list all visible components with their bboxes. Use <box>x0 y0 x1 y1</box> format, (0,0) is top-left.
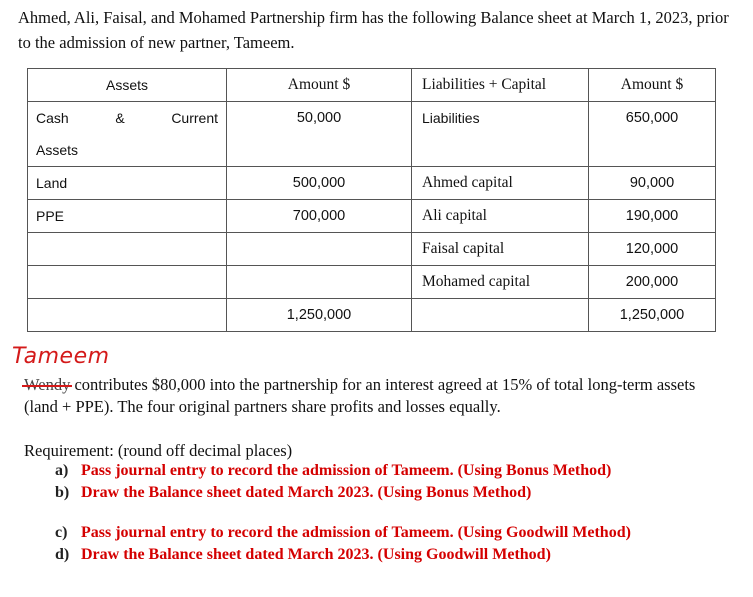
amount-cell: 650,000 <box>589 102 716 167</box>
liability-cell: Faisal capital <box>412 233 589 266</box>
balance-sheet-table <box>27 68 716 332</box>
liability-cell: Ali capital <box>412 200 589 233</box>
asset-cell <box>28 299 227 332</box>
table-total-row <box>28 299 716 332</box>
requirement-list-goodwill <box>55 522 735 566</box>
amount-cell <box>227 233 412 266</box>
table-row <box>28 266 716 299</box>
amount-cell: 190,000 <box>589 200 716 233</box>
amount-cell: 200,000 <box>589 266 716 299</box>
liability-cell: Ahmed capital <box>412 167 589 200</box>
liability-cell <box>412 299 589 332</box>
asset-word: Assets <box>36 142 79 158</box>
asset-cell: PPE <box>28 200 227 233</box>
requirement-heading: Requirement: (round off decimal places) <box>24 441 293 460</box>
asset-cell: Land <box>28 167 227 200</box>
table-row <box>28 102 716 167</box>
list-item <box>55 482 735 504</box>
asset-cell <box>28 266 227 299</box>
amount-cell: 90,000 <box>589 167 716 200</box>
table-row <box>28 167 716 200</box>
liability-cell: Mohamed capital <box>412 266 589 299</box>
asset-word: & <box>115 110 125 126</box>
liability-cell: Liabilities <box>412 102 589 167</box>
total-assets-amount: 1,250,000 <box>227 299 412 332</box>
total-liabilities-amount: 1,250,000 <box>589 299 716 332</box>
table-row <box>28 233 716 266</box>
item-label: c) <box>55 524 68 541</box>
item-text: Pass journal entry to record the admission of Tameem. (Using Goodwill Method) <box>81 524 631 541</box>
table-header-row <box>28 69 716 102</box>
struck-out-name: Wendy <box>24 375 71 394</box>
table-row <box>28 200 716 233</box>
header-assets: Assets <box>28 69 227 102</box>
requirement-list-bonus <box>55 460 735 504</box>
list-item <box>55 460 735 482</box>
amount-cell: 120,000 <box>589 233 716 266</box>
asset-cell <box>28 233 227 266</box>
item-label: b) <box>55 484 70 501</box>
item-label: d) <box>55 546 70 563</box>
asset-cell <box>28 102 227 167</box>
amount-cell: 500,000 <box>227 167 412 200</box>
header-amount-1: Amount $ <box>227 69 412 102</box>
amount-cell: 700,000 <box>227 200 412 233</box>
item-label: a) <box>55 462 69 479</box>
header-amount-2: Amount $ <box>589 69 716 102</box>
amount-cell: 50,000 <box>227 102 412 167</box>
item-text: Pass journal entry to record the admission of Tameem. (Using Bonus Method) <box>81 462 612 479</box>
contribution-paragraph <box>24 374 724 418</box>
header-liabilities-capital: Liabilities + Capital <box>412 69 589 102</box>
paragraph-text: contributes $80,000 into the partnership for an interest agreed at 15% of total long-term assets (land + PPE). The four original partners share profits and losses equally. <box>24 375 696 416</box>
asset-word: Cash <box>36 110 69 126</box>
asset-word: Current <box>171 110 218 126</box>
list-item <box>55 544 735 566</box>
item-text: Draw the Balance sheet dated March 2023. (Using Bonus Method) <box>81 484 532 501</box>
item-text: Draw the Balance sheet dated March 2023. (Using Goodwill Method) <box>81 546 551 563</box>
list-item <box>55 522 735 544</box>
intro-paragraph: Ahmed, Ali, Faisal, and Mohamed Partnership firm has the following Balance sheet at March 1, 2023, prior to the admission of new partner, Tameem. <box>18 8 729 52</box>
amount-cell <box>227 266 412 299</box>
handwritten-name-annotation: Tameem <box>12 344 110 369</box>
